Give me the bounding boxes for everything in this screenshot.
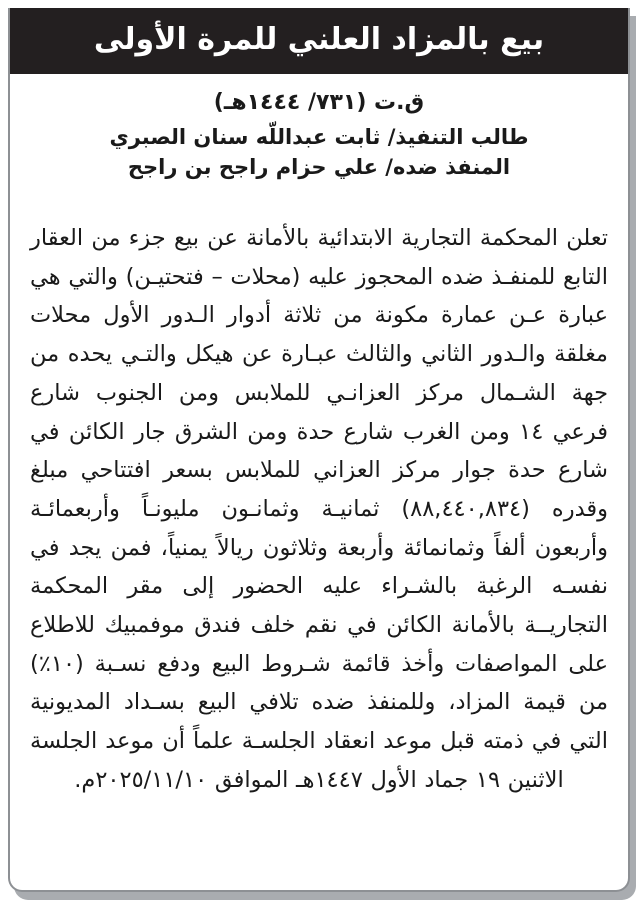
notice-frame (8, 8, 630, 892)
heading-block (10, 74, 628, 187)
body-block (10, 187, 628, 800)
notice-paragraph: تعلن المحكمة التجارية الابتدائية بالأمانة عن بيع جزء من العقار التابع للمنفـذ ضده المحجوز عليه (محلات – فتحتيـن) والتي هي عبارة عـن عمارة مكونة من ثلاثة أدوار الـدور الأول محلات مغلقة والـدور الثاني والثالث عبـارة عن هيكل والتـي يحده من جهة الشـمال مركز العزانـي للملابس ومن الجنوب شارع فرعي ١٤ ومن الغرب شارع حدة ومن الشرق جار الكائن في شارع حدة جوار مركز العزاني للملابس بسعر افتتاحي مبلغ وقدره (٨٨,٤٤٠,٨٣٤) ثمانيـة وثمانـون مليونـاً وأربعمائـة وأربعون ألفاً وثمانمائة وأربعة وثلاثون ريالاً يمنياً، فمن يجد في نفسـه الرغبة بالشـراء عليه الحضور إلى مقر المحكمة التجاريــة بالأمانة الكائن في نقم خلف فندق موفمبيك للاطلاع على المواصفات وأخذ قائمة شـروط البيع ودفع نسـبة (١٠٪) من قيمة المزاد، وللمنفذ ضده تلافي البيع بسـداد المديونية التي في ذمته قبل موعد انعقاد الجلسـة علماً أن موعد الجلسة الاثنين ١٩ جماد الأول ١٤٤٧هـ الموافق ٢٠٢٥/١١/١٠م. (30, 225, 608, 793)
debtor-line: المنفذ ضده/ علي حزام راجح بن راجح (127, 155, 511, 180)
creditor-line: طالب التنفيذ/ ثابت عبداللّه سنان الصبري (109, 124, 529, 149)
banner-title: بيع بالمزاد العلني للمرة الأولى (93, 21, 545, 57)
notice-banner (10, 8, 628, 74)
case-number: ق.ت (٧٣١/ ١٤٤٤هـ) (213, 90, 425, 115)
